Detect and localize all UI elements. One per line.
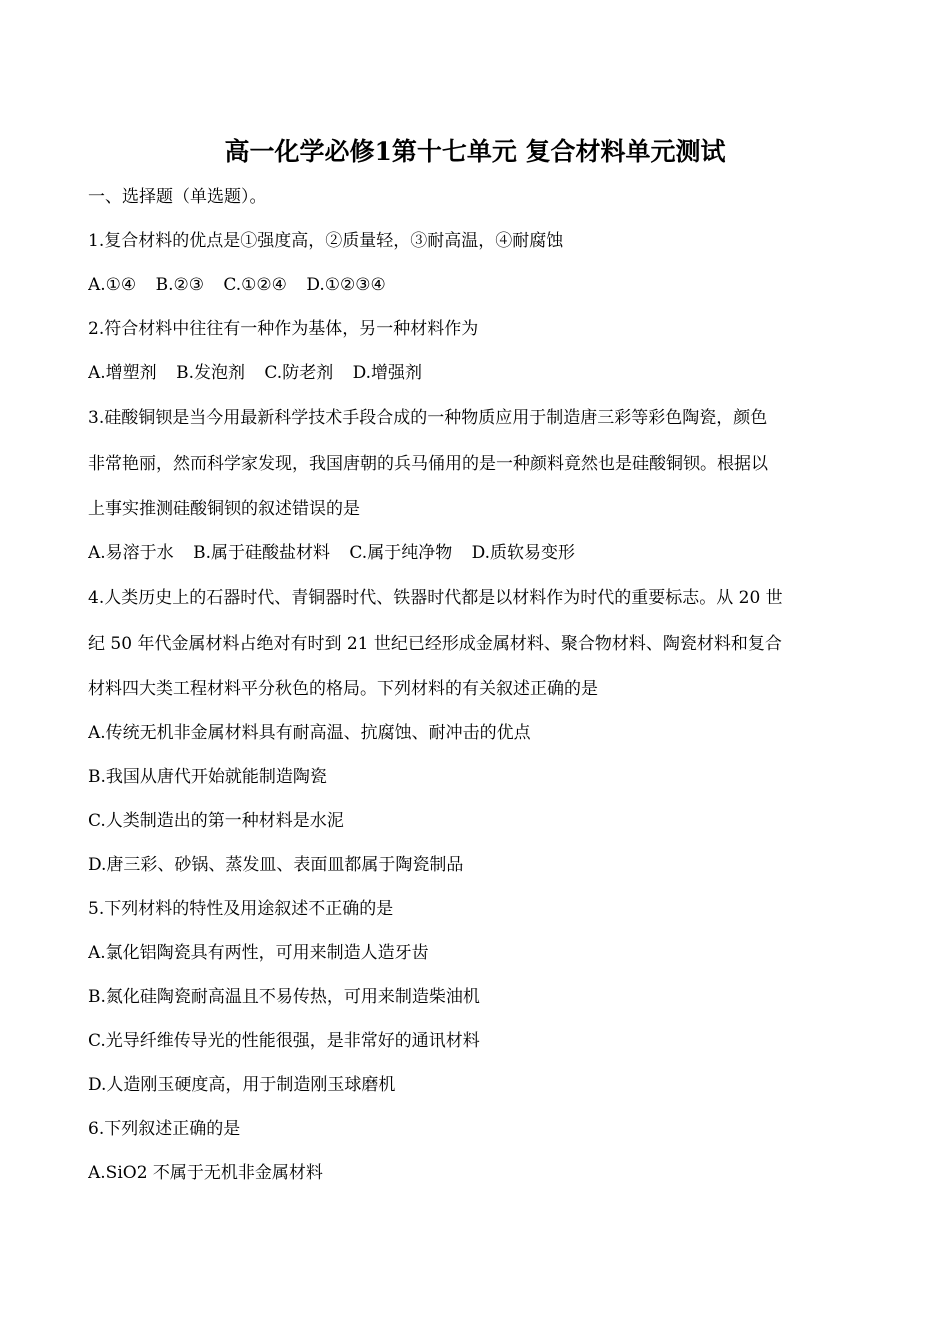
question-5-option-b: B.氮化硅陶瓷耐高温且不易传热，可用来制造柴油机 <box>88 987 480 1007</box>
question-5-stem: 5.下列材料的特性及用途叙述不正确的是 <box>88 899 394 919</box>
question-3-option-a: A.易溶于水 <box>88 543 174 563</box>
document-body <box>88 175 868 1195</box>
question-2-stem: 2.符合材料中往往有一种作为基体，另一种材料作为 <box>88 319 479 339</box>
question-6-stem: 6.下列叙述正确的是 <box>88 1119 241 1139</box>
question-3-option-b: B.属于硅酸盐材料 <box>193 543 330 563</box>
question-1-options <box>88 263 868 307</box>
question-4-stem-line-1: 4.人类历史上的石器时代、青铜器时代、铁器时代都是以材料作为时代的重要标志。从 20 世 <box>88 588 783 608</box>
question-1-option-d: D.①②③④ <box>306 275 386 295</box>
question-4-option-b: B.我国从唐代开始就能制造陶瓷 <box>88 767 327 787</box>
question-1-stem: 1.复合材料的优点是①强度高，②质量轻，③耐高温，④耐腐蚀 <box>88 231 564 251</box>
question-3-stem-line-3: 上事实推测硅酸铜钡的叙述错误的是 <box>88 499 360 519</box>
question-4-option-c: C.人类制造出的第一种材料是水泥 <box>88 811 344 831</box>
question-2-option-c: C.防老剂 <box>264 363 334 383</box>
question-3-option-c: C.属于纯净物 <box>349 543 453 563</box>
question-3-stem-line-1: 3.硅酸铜钡是当今用最新科学技术手段合成的一种物质应用于制造唐三彩等彩色陶瓷，颜色 <box>88 408 768 428</box>
question-1-option-a: A.①④ <box>88 275 137 295</box>
question-2-option-d: D.增强剂 <box>352 363 423 383</box>
question-1-option-c: C.①②④ <box>223 275 287 295</box>
question-2-options <box>88 351 868 395</box>
question-5-option-c: C.光导纤维传导光的性能很强，是非常好的通讯材料 <box>88 1031 480 1051</box>
question-5-option-d: D.人造刚玉硬度高，用于制造刚玉球磨机 <box>88 1075 396 1095</box>
question-4-option-d: D.唐三彩、砂锅、蒸发皿、表面皿都属于陶瓷制品 <box>88 855 464 875</box>
question-1-option-b: B.②③ <box>155 275 204 295</box>
question-3-options <box>88 531 868 575</box>
question-5-option-a: A.氯化铝陶瓷具有两性，可用来制造人造牙齿 <box>88 943 429 963</box>
question-4-stem-line-2: 纪 50 年代金属材料占绝对有时到 21 世纪已经形成金属材料、聚合物材料、陶瓷材料和复合 <box>88 634 782 654</box>
question-3-stem-line-2: 非常艳丽，然而科学家发现，我国唐朝的兵马俑用的是一种颜料竟然也是硅酸铜钡。根据以 <box>88 454 768 474</box>
question-6-option-a: A.SiO2 不属于无机非金属材料 <box>88 1163 323 1183</box>
document-title: 高一化学必修1第十七单元 复合材料单元测试 <box>224 137 726 166</box>
question-4-stem-line-3: 材料四大类工程材料平分秋色的格局。下列材料的有关叙述正确的是 <box>88 679 598 699</box>
question-4-option-a: A.传统无机非金属材料具有耐高温、抗腐蚀、耐冲击的优点 <box>88 723 531 743</box>
question-2-option-b: B.发泡剂 <box>176 363 245 383</box>
question-2-option-a: A.增塑剂 <box>88 363 157 383</box>
section-heading: 一、选择题（单选题）。 <box>88 187 267 207</box>
question-3-option-d: D.质软易变形 <box>471 543 576 563</box>
